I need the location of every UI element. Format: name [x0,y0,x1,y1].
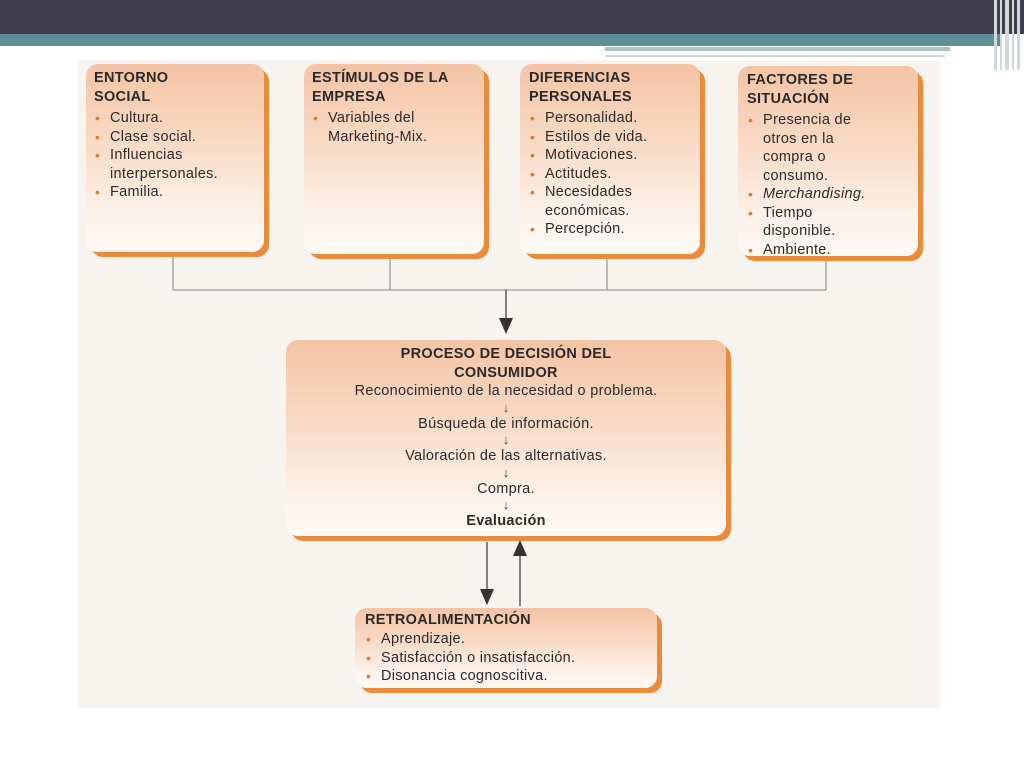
box-factores-situacion [738,66,918,256]
process-step: Reconocimiento de la necesidad o problema. [354,383,658,399]
down-arrow-icon: ↓ [502,399,510,415]
arrow-head-down-retro [480,589,494,605]
list-item: • Familia. [95,184,164,200]
box-title: PROCESO DE DECISIÓN DEL CONSUMIDOR [400,346,612,381]
box-title: FACTORES DE SITUACIÓN [747,72,854,107]
box-title: ENTORNO SOCIAL [94,70,169,105]
list-item: • Percepción. [530,221,625,237]
box-title: ESTÍMULOS DE LA EMPRESA [312,70,449,105]
box-proceso-decision [286,340,726,536]
process-step: Búsqueda de información. [418,415,594,432]
list-item: • Merchandising. [748,186,866,202]
process-step: Valoración de las alternativas. [405,448,607,464]
arrow-head-down [499,318,513,334]
list-item: • Aprendizaje. [366,631,466,647]
process-step: Compra. [477,480,535,497]
box-entorno-social [86,64,264,252]
box-title: DIFERENCIAS PERSONALES [529,70,632,105]
box-retroalimentacion [355,608,657,688]
list-item: • Satisfacción o insatisfacción. [366,649,576,666]
list-item: • Disonancia cognoscitiva. [366,668,548,684]
list-item: • Personalidad. [530,110,638,126]
list-item: • Influencias interpersonales. [95,147,218,182]
box-estimulos-empresa [304,64,484,254]
list-item: • Tiempo disponible. [748,204,836,239]
arrow-head-up-feedback [513,540,527,556]
box-diferencias-personales [520,64,700,254]
list-item: • Presencia de otros en la compra o consumo. [748,112,852,184]
list-item: • Actitudes. [530,165,612,182]
down-arrow-icon: ↓ [502,497,510,512]
list-item: • Variables del Marketing-Mix. [313,110,428,145]
list-item: • Motivaciones. [530,147,638,163]
list-item: • Necesidades económicas. [530,184,633,219]
process-step-final: Evaluación [466,513,546,529]
list-item: • Clase social. [95,128,197,145]
list-item: • Estilos de vida. [530,128,648,145]
box-title: RETROALIMENTACIÓN [365,612,531,628]
list-item: • Cultura. [95,110,164,126]
down-arrow-icon: ↓ [502,432,510,447]
list-item: • Ambiente. [748,241,831,258]
down-arrow-icon: ↓ [502,464,510,480]
